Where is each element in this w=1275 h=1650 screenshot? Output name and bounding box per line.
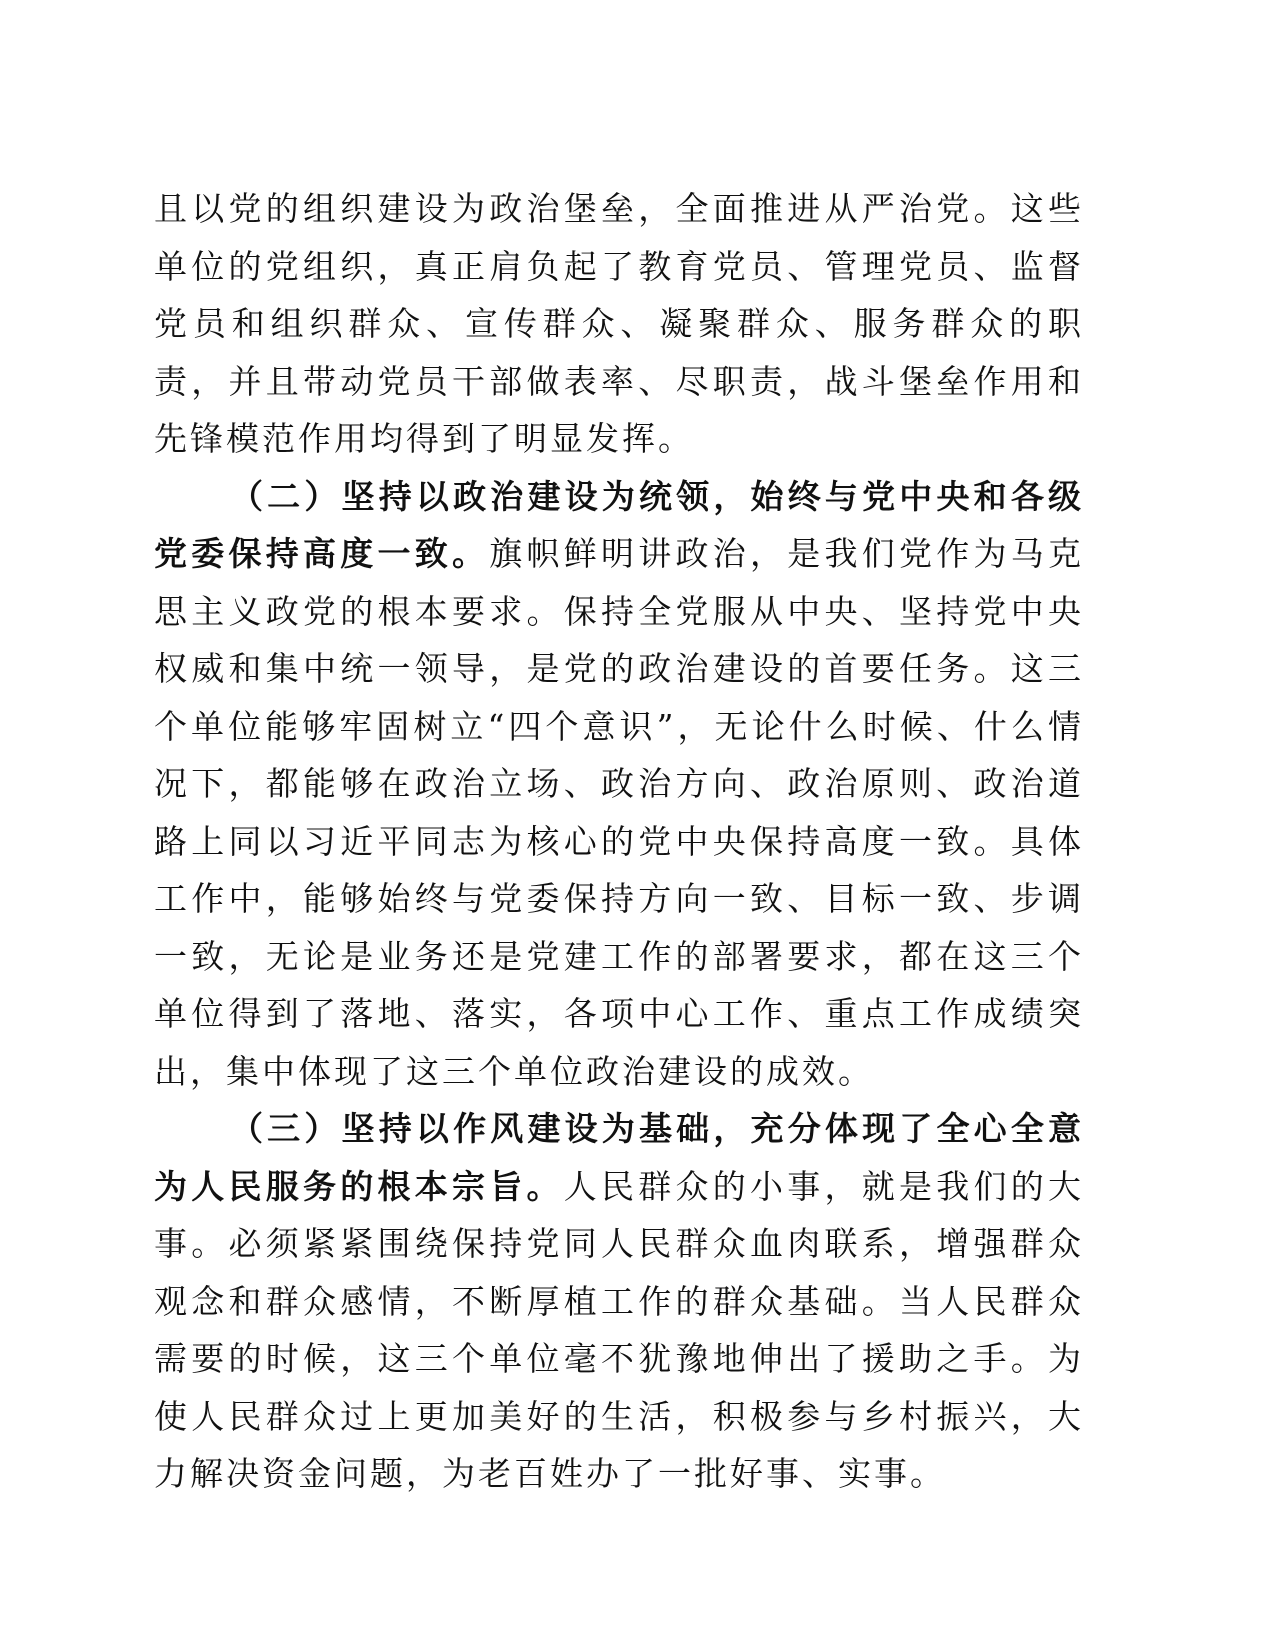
document-body — [154, 180, 1084, 1503]
paragraph-text: 旗帜鲜明讲政治，是我们党作为马克思主义政党的根本要求。保持全党服从中央、坚持党中央权威和集中统一领导，是党的政治建设的首要任务。这三个单位能够牢固树立“四个意识”，无论什么时候、什么情况下，都能够在政治立场、政治方向、政治原则、政治道路上同以习近平同志为核心的党中央保持高度一致。具体工作中，能够始终与党委保持方向一致、目标一致、步调一致，无论是业务还是党建工作的部署要求，都在这三个单位得到了落地、落实，各项中心工作、重点工作成绩突出，集中体现了这三个单位政治建设的成效。 — [154, 534, 1084, 1091]
section-heading: （三）坚持以作风建设为基础，充分体现了全心全意为人民服务的根本宗旨。 — [154, 1109, 1084, 1206]
paragraph-continuation — [154, 180, 1084, 468]
paragraph-text: 且以党的组织建设为政治堡垒，全面推进从严治党。这些单位的党组织，真正肩负起了教育党员、管理党员、监督党员和组织群众、宣传群众、凝聚群众、服务群众的职责，并且带动党员干部做表率、尽职责，战斗堡垒作用和先锋模范作用均得到了明显发挥。 — [154, 189, 1084, 458]
section-heading: （二）坚持以政治建设为统领，始终与党中央和各级党委保持高度一致。 — [154, 476, 1084, 573]
paragraph-text: 人民群众的小事，就是我们的大事。必须紧紧围绕保持党同人民群众血肉联系，增强群众观念和群众感情，不断厚植工作的群众基础。当人民群众需要的时候，这三个单位毫不犹豫地伸出了援助之手。为使人民群众过上更加美好的生活，积极参与乡村振兴，大力解决资金问题，为老百姓办了一批好事、实事。 — [154, 1166, 1084, 1493]
paragraph-section-3 — [154, 1100, 1084, 1503]
paragraph-section-2 — [154, 468, 1084, 1101]
